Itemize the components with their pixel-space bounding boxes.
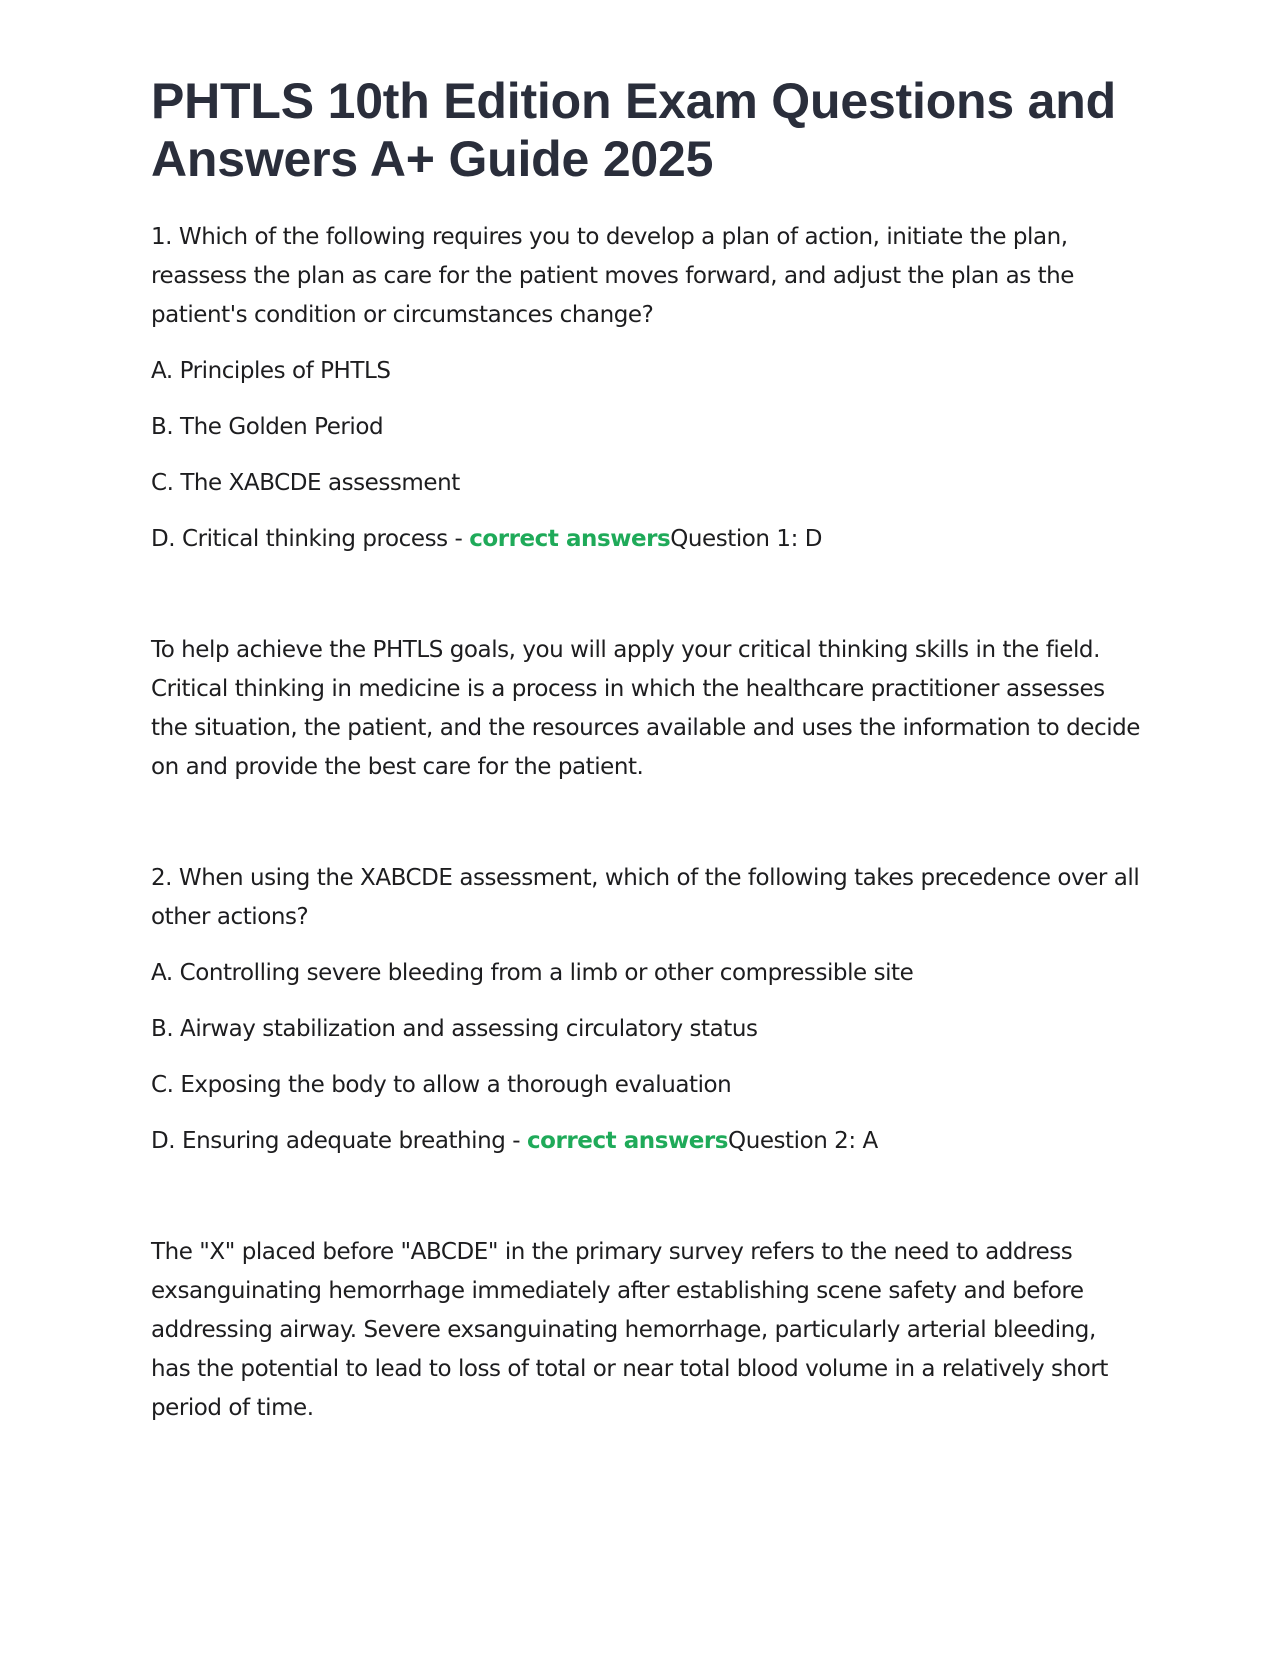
document-title: PHTLS 10th Edition Exam Questions and Answers A+ Guide 2025 bbox=[151, 73, 1116, 187]
question-1-answer-tag: correct answers bbox=[469, 526, 671, 552]
question-2-option-a: A. Controlling severe bleeding from a limb or other compressible site bbox=[151, 960, 914, 986]
question-1-answer: Question 1: D bbox=[670, 526, 823, 552]
question-2-explanation: The "X" placed before "ABCDE" in the primary survey refers to the need to address exsanguinating hemorrhage immediately after establishing scene safety and before addressing airway. Severe exsanguinating hemorrhage, particularly arterial bleeding, has the potential to lead to loss of total or near total blood volume in a relatively short period of time. bbox=[151, 1239, 1108, 1421]
question-2-text: 2. When using the XABCDE assessment, which of the following takes precedence over all other actions? bbox=[151, 865, 1140, 930]
question-2-answer-tag: correct answers bbox=[526, 1128, 729, 1154]
question-1-text: 1. Which of the following requires you to develop a plan of action, initiate the plan, reassess the plan as care for the patient moves forward, and adjust the plan as the patient's condition or circumstances change? bbox=[151, 224, 1075, 328]
question-2-option-d-line bbox=[151, 1122, 1141, 1161]
question-2-answer: Question 2: A bbox=[728, 1128, 878, 1154]
question-2-option-b: B. Airway stabilization and assessing circulatory status bbox=[151, 1016, 758, 1042]
document-page bbox=[151, 72, 1141, 1428]
question-1-option-b: B. The Golden Period bbox=[151, 414, 384, 440]
question-2-option-d: D. Ensuring adequate breathing - bbox=[151, 1128, 527, 1154]
question-1-option-d-line bbox=[151, 520, 1141, 559]
question-1-option-d: D. Critical thinking process - bbox=[151, 526, 470, 552]
question-1-option-c: C. The XABCDE assessment bbox=[151, 470, 460, 496]
question-1-option-a: A. Principles of PHTLS bbox=[151, 358, 391, 384]
question-2-option-c: C. Exposing the body to allow a thorough evaluation bbox=[151, 1072, 732, 1098]
question-1-explanation: To help achieve the PHTLS goals, you will apply your critical thinking skills in the field. Critical thinking in medicine is a process in which the healthcare practitioner assesses the situation, the patient, and the resources available and uses the information to decide on and provide the best care for the patient. bbox=[151, 637, 1140, 780]
